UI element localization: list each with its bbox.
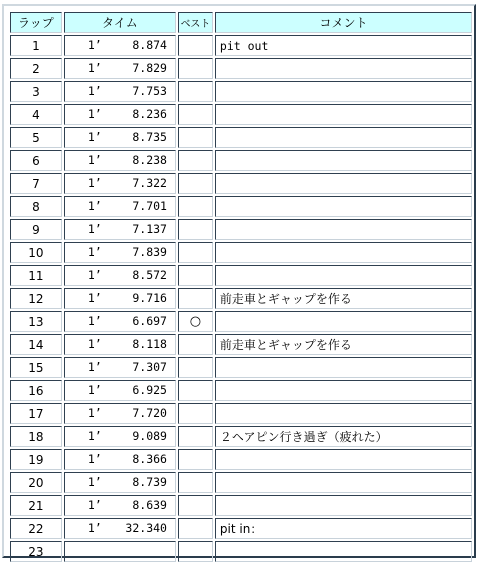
best-lap-marker-cell bbox=[178, 104, 213, 125]
lap-number-cell: 18 bbox=[10, 426, 62, 447]
table-row bbox=[10, 219, 472, 240]
lap-time-cell bbox=[64, 173, 176, 194]
lap-time-minutes: 1’ bbox=[87, 337, 102, 351]
best-lap-marker-cell bbox=[178, 541, 213, 562]
table-row bbox=[10, 104, 472, 125]
comment-cell: 前走車とギャップを作る bbox=[215, 334, 472, 355]
best-lap-marker-cell bbox=[178, 334, 213, 355]
table-row bbox=[10, 403, 472, 424]
lap-number-cell: 15 bbox=[10, 357, 62, 378]
lap-number-cell: 9 bbox=[10, 219, 62, 240]
lap-number-cell: 4 bbox=[10, 104, 62, 125]
best-lap-marker-cell bbox=[178, 449, 213, 470]
lap-time-minutes: 1’ bbox=[87, 291, 102, 305]
lap-time-minutes: 1’ bbox=[87, 314, 102, 328]
table-row bbox=[10, 150, 472, 171]
comment-cell bbox=[215, 242, 472, 263]
lap-number-cell: 14 bbox=[10, 334, 62, 355]
table-row bbox=[10, 81, 472, 102]
lap-time-seconds: 9.716 bbox=[132, 291, 167, 305]
lap-time-minutes: 1’ bbox=[87, 498, 102, 512]
table-row bbox=[10, 196, 472, 217]
lap-time-cell bbox=[64, 150, 176, 171]
best-lap-marker-cell bbox=[178, 380, 213, 401]
lap-time-cell bbox=[64, 35, 176, 56]
comment-cell bbox=[215, 219, 472, 240]
lap-time-minutes: 1’ bbox=[87, 360, 102, 374]
table-row bbox=[10, 426, 472, 447]
lap-number-cell: 3 bbox=[10, 81, 62, 102]
header-time: タイム bbox=[64, 12, 176, 33]
best-lap-marker-cell bbox=[178, 242, 213, 263]
best-lap-marker-cell bbox=[178, 357, 213, 378]
lap-number-cell: 8 bbox=[10, 196, 62, 217]
lap-number-cell: 7 bbox=[10, 173, 62, 194]
table-row bbox=[10, 495, 472, 516]
lap-time-cell bbox=[64, 219, 176, 240]
lap-time-minutes: 1’ bbox=[87, 521, 102, 535]
best-lap-marker-cell bbox=[178, 403, 213, 424]
best-lap-marker-cell bbox=[178, 219, 213, 240]
lap-number-cell: 10 bbox=[10, 242, 62, 263]
lap-time-cell bbox=[64, 518, 176, 539]
best-lap-marker-cell bbox=[178, 265, 213, 286]
lap-number-cell: 5 bbox=[10, 127, 62, 148]
lap-time-minutes: 1’ bbox=[87, 245, 102, 259]
table-row bbox=[10, 380, 472, 401]
lap-time-seconds: 8.874 bbox=[132, 38, 167, 52]
comment-cell bbox=[215, 104, 472, 125]
best-lap-marker-cell bbox=[178, 127, 213, 148]
comment-cell bbox=[215, 311, 472, 332]
comment-cell bbox=[215, 380, 472, 401]
header-comment: コメント bbox=[215, 12, 472, 33]
lap-number-cell: 19 bbox=[10, 449, 62, 470]
lap-time-cell bbox=[64, 104, 176, 125]
table-row bbox=[10, 173, 472, 194]
comment-cell: 前走車とギャップを作る bbox=[215, 288, 472, 309]
comment-cell bbox=[215, 150, 472, 171]
lap-time-cell bbox=[64, 426, 176, 447]
lap-time-seconds: 8.238 bbox=[132, 153, 167, 167]
best-lap-marker-cell bbox=[178, 426, 213, 447]
lap-time-minutes: 1’ bbox=[87, 475, 102, 489]
lap-number-cell: 1 bbox=[10, 35, 62, 56]
table-row bbox=[10, 518, 472, 539]
lap-time-seconds: 7.839 bbox=[132, 245, 167, 259]
lap-time-minutes: 1’ bbox=[87, 406, 102, 420]
lap-time-seconds: 6.697 bbox=[132, 314, 167, 328]
lap-time-table bbox=[8, 10, 474, 564]
comment-cell bbox=[215, 495, 472, 516]
table-body bbox=[10, 35, 472, 562]
table-row bbox=[10, 242, 472, 263]
lap-time-cell bbox=[64, 127, 176, 148]
lap-time-seconds: 7.753 bbox=[132, 84, 167, 98]
table-row bbox=[10, 265, 472, 286]
comment-cell bbox=[215, 541, 472, 562]
comment-cell bbox=[215, 403, 472, 424]
best-lap-marker-cell bbox=[178, 196, 213, 217]
lap-number-cell: 22 bbox=[10, 518, 62, 539]
lap-time-minutes: 1’ bbox=[87, 61, 102, 75]
table-row bbox=[10, 35, 472, 56]
lap-time-cell bbox=[64, 288, 176, 309]
lap-time-cell bbox=[64, 311, 176, 332]
table-row bbox=[10, 334, 472, 355]
lap-time-cell bbox=[64, 357, 176, 378]
best-lap-marker-cell: ○ bbox=[178, 311, 213, 332]
lap-time-minutes: 1’ bbox=[87, 452, 102, 466]
table-row bbox=[10, 472, 472, 493]
lap-time-cell bbox=[64, 495, 176, 516]
comment-cell bbox=[215, 173, 472, 194]
lap-number-cell: 23 bbox=[10, 541, 62, 562]
lap-time-cell bbox=[64, 541, 176, 562]
lap-time-seconds: 7.701 bbox=[132, 199, 167, 213]
lap-time-seconds: 7.322 bbox=[132, 176, 167, 190]
lap-time-seconds: 9.089 bbox=[132, 429, 167, 443]
lap-time-seconds: 7.307 bbox=[132, 360, 167, 374]
lap-number-cell: 6 bbox=[10, 150, 62, 171]
lap-number-cell: 16 bbox=[10, 380, 62, 401]
lap-time-seconds: 7.137 bbox=[132, 222, 167, 236]
lap-number-cell: 2 bbox=[10, 58, 62, 79]
best-lap-marker-cell bbox=[178, 58, 213, 79]
lap-time-minutes: 1’ bbox=[87, 107, 102, 121]
comment-cell bbox=[215, 58, 472, 79]
lap-time-minutes: 1’ bbox=[87, 268, 102, 282]
lap-time-seconds: 8.366 bbox=[132, 452, 167, 466]
table-row bbox=[10, 288, 472, 309]
lap-time-seconds: 32.340 bbox=[125, 521, 167, 535]
lap-time-cell bbox=[64, 242, 176, 263]
lap-time-cell bbox=[64, 58, 176, 79]
best-lap-marker-cell bbox=[178, 35, 213, 56]
best-lap-marker-cell bbox=[178, 472, 213, 493]
table-row bbox=[10, 449, 472, 470]
header-lap: ラップ bbox=[10, 12, 62, 33]
lap-time-cell bbox=[64, 334, 176, 355]
table-header-row bbox=[10, 12, 472, 33]
lap-number-cell: 20 bbox=[10, 472, 62, 493]
table-row bbox=[10, 357, 472, 378]
lap-time-seconds: 8.639 bbox=[132, 498, 167, 512]
lap-number-cell: 13 bbox=[10, 311, 62, 332]
lap-time-cell bbox=[64, 472, 176, 493]
comment-cell bbox=[215, 357, 472, 378]
comment-cell bbox=[215, 127, 472, 148]
table-row bbox=[10, 127, 472, 148]
comment-cell: pit in： bbox=[215, 518, 472, 539]
lap-time-seconds: 7.829 bbox=[132, 61, 167, 75]
lap-time-minutes: 1’ bbox=[87, 38, 102, 52]
lap-time-cell bbox=[64, 196, 176, 217]
lap-time-seconds: 8.739 bbox=[132, 475, 167, 489]
lap-time-seconds: 7.720 bbox=[132, 406, 167, 420]
table-row bbox=[10, 58, 472, 79]
best-lap-marker-cell bbox=[178, 288, 213, 309]
header-best: ベスト bbox=[178, 12, 213, 33]
lap-time-minutes: 1’ bbox=[87, 84, 102, 98]
comment-cell: pit out bbox=[215, 35, 472, 56]
lap-time-cell bbox=[64, 81, 176, 102]
best-lap-marker-cell bbox=[178, 81, 213, 102]
comment-cell bbox=[215, 472, 472, 493]
lap-number-cell: 17 bbox=[10, 403, 62, 424]
comment-cell bbox=[215, 265, 472, 286]
lap-number-cell: 11 bbox=[10, 265, 62, 286]
best-lap-marker-cell bbox=[178, 495, 213, 516]
lap-table-frame bbox=[2, 4, 476, 558]
lap-time-minutes: 1’ bbox=[87, 429, 102, 443]
lap-time-minutes: 1’ bbox=[87, 176, 102, 190]
table-row bbox=[10, 541, 472, 562]
lap-number-cell: 12 bbox=[10, 288, 62, 309]
lap-time-seconds: 8.236 bbox=[132, 107, 167, 121]
lap-time-seconds: 6.925 bbox=[132, 383, 167, 397]
lap-time-cell bbox=[64, 449, 176, 470]
best-lap-marker-cell bbox=[178, 150, 213, 171]
lap-time-minutes: 1’ bbox=[87, 130, 102, 144]
lap-time-minutes: 1’ bbox=[87, 222, 102, 236]
lap-time-minutes: 1’ bbox=[87, 199, 102, 213]
comment-cell bbox=[215, 196, 472, 217]
lap-time-seconds: 8.735 bbox=[132, 130, 167, 144]
lap-time-minutes: 1’ bbox=[87, 383, 102, 397]
table-row bbox=[10, 311, 472, 332]
lap-time-seconds: 8.118 bbox=[132, 337, 167, 351]
lap-time-cell bbox=[64, 403, 176, 424]
lap-time-cell bbox=[64, 380, 176, 401]
comment-cell bbox=[215, 449, 472, 470]
comment-cell bbox=[215, 81, 472, 102]
lap-time-minutes: 1’ bbox=[87, 153, 102, 167]
best-lap-marker-cell bbox=[178, 173, 213, 194]
best-lap-marker-cell bbox=[178, 518, 213, 539]
lap-number-cell: 21 bbox=[10, 495, 62, 516]
comment-cell: ２ヘアピン行き過ぎ（疲れた） bbox=[215, 426, 472, 447]
lap-time-seconds: 8.572 bbox=[132, 268, 167, 282]
lap-time-cell bbox=[64, 265, 176, 286]
